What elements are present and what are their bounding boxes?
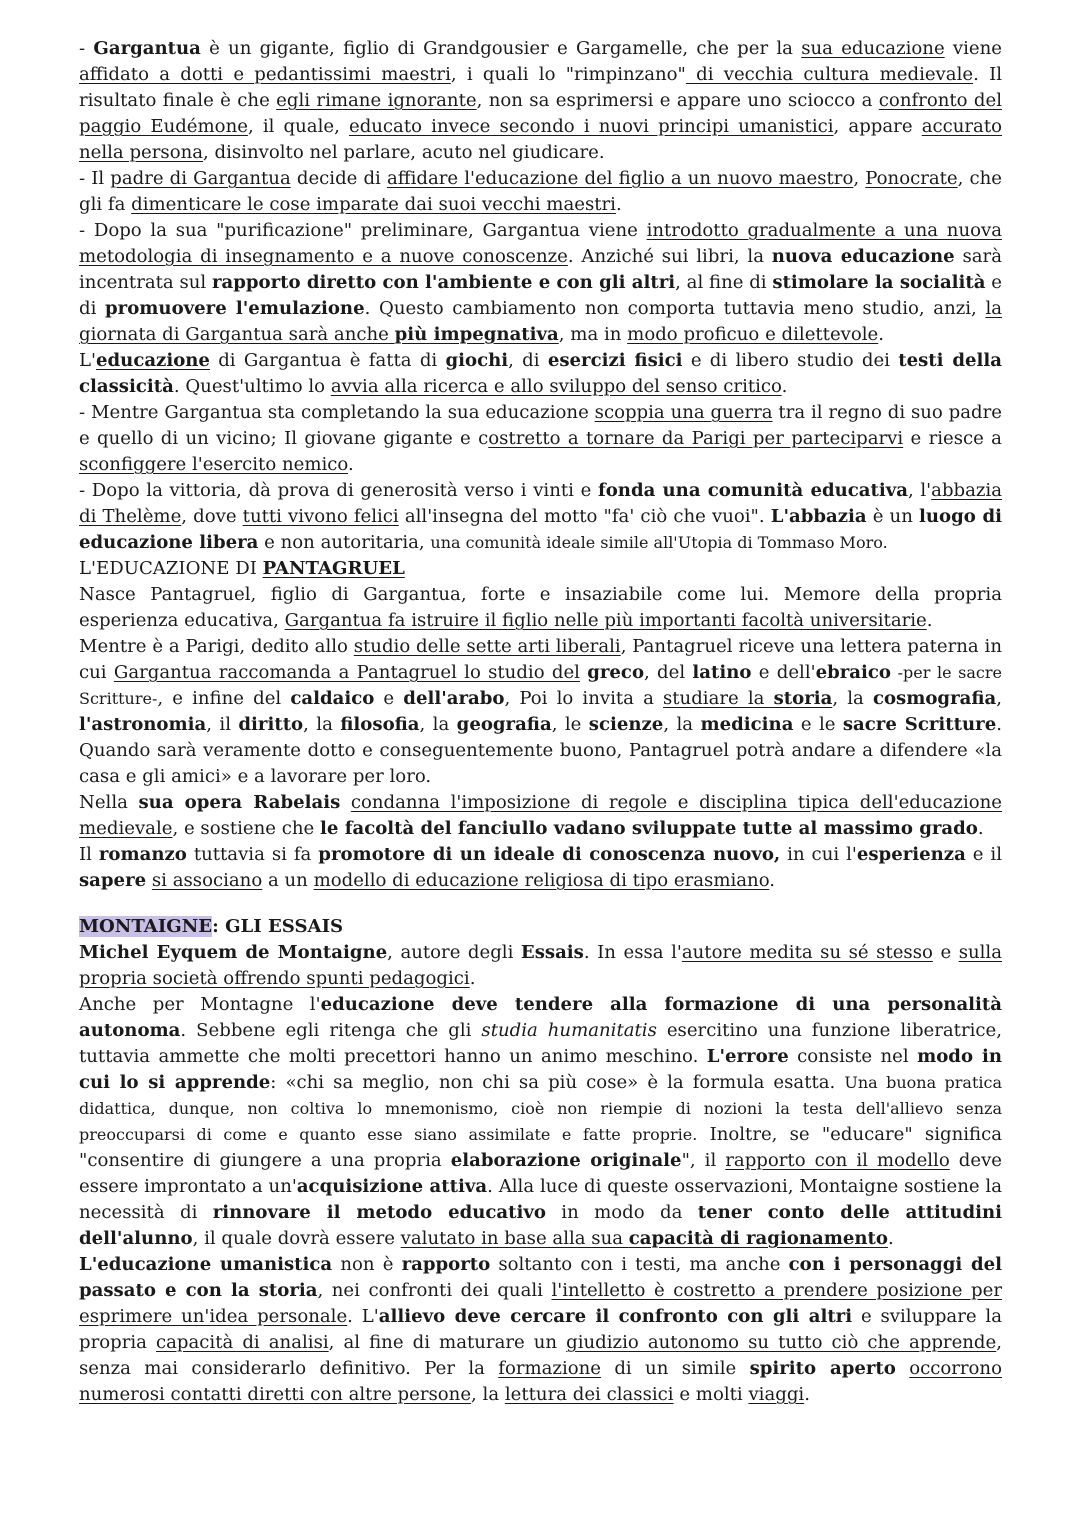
- text-run: - Dopo la vittoria, dà prova di generosità verso i vinti e: [79, 480, 598, 501]
- text-run: elaborazione originale: [450, 1150, 682, 1171]
- text-run: luogo di educazione libera: [79, 506, 1002, 553]
- text-run: è un gigante, figlio di Grandgousier e Gargamelle, che per la: [200, 38, 802, 59]
- text-run: studiare la: [663, 688, 774, 709]
- text-run: , che gli fa: [79, 168, 1002, 215]
- paragraph: [79, 36, 1002, 166]
- text-run: condanna l'imposizione di regole e disciplina tipica dell'educazione medievale: [79, 792, 1003, 839]
- text-run: di un simile: [601, 1358, 750, 1379]
- text-run: viaggi: [748, 1384, 805, 1405]
- text-run: .: [347, 454, 354, 475]
- text-run: . Quando sarà veramente dotto e conseguentemente buono, Pantagruel potrà andare a difendere «la casa e gli amici» e a lavorare per loro.: [79, 714, 1002, 787]
- text-run: rinnovare il metodo educativo: [212, 1202, 546, 1223]
- text-run: , Poi lo invita a: [504, 688, 663, 709]
- text-run: , e infine del: [157, 688, 291, 709]
- text-run: abbazia di Thelème: [79, 480, 1003, 527]
- text-run: è un: [866, 506, 919, 527]
- text-run: sua opera Rabelais: [138, 792, 341, 813]
- text-run: educato invece secondo i nuovi principi umanistici: [348, 116, 834, 137]
- text-run: medicina: [700, 714, 794, 735]
- text-run: Gargantua: [93, 38, 201, 59]
- text-run: romanzo: [98, 844, 187, 865]
- section-heading-pantagruel: [79, 556, 1002, 582]
- text-run: . In essa l': [583, 942, 682, 963]
- text-run: Essais: [520, 942, 584, 963]
- text-run: . Anziché sui libri, la: [567, 246, 772, 267]
- text-run: e il: [965, 844, 1002, 865]
- text-run: sua educazione: [801, 38, 945, 59]
- text-run: e dell': [751, 662, 816, 683]
- text-run: , Pantagruel riceve una lettera paterna in cui: [79, 636, 1002, 683]
- text-run: sapere: [79, 870, 147, 891]
- text-run: acquisizione attiva: [296, 1176, 488, 1197]
- text-run: Gargantua fa istruire il figlio nelle più importanti facoltà universitarie: [284, 610, 927, 631]
- text-run: fonda una comunità educativa: [597, 480, 908, 501]
- text-run: , appare: [833, 116, 922, 137]
- text-run: tuttavia si fa: [186, 844, 319, 865]
- text-run: L'educazione umanistica: [79, 1254, 333, 1275]
- text-run: accurato nella persona: [79, 116, 1002, 163]
- text-run: Gargantua raccomanda a Pantagruel lo studio del: [113, 662, 580, 683]
- text-run: avvia alla ricerca e allo sviluppo del senso critico: [330, 376, 782, 397]
- text-run: ,: [996, 688, 1002, 709]
- text-run: e di: [79, 272, 1002, 319]
- text-run: di Gargantua è fatta di: [209, 350, 446, 371]
- text-run: , ma in: [558, 324, 628, 345]
- paragraph: [79, 218, 1002, 348]
- paragraph: [79, 634, 1002, 790]
- text-run: esercitino una funzione liberatrice, tuttavia ammette che molti precettori hanno un animo meschino.: [79, 1020, 1002, 1067]
- text-run: promuovere l'emulazione: [105, 298, 365, 319]
- section-spacer: [79, 894, 1002, 914]
- text-run: le facoltà del fanciullo vadano sviluppate tutte al massimo grado: [320, 818, 978, 839]
- text-run: , nei confronti dei quali: [317, 1280, 552, 1301]
- text-run: . Questo cambiamento non comporta tuttavia meno studio, anzi,: [364, 298, 986, 319]
- text-run: .: [615, 194, 622, 215]
- text-run: Nella: [79, 792, 139, 813]
- text-run: capacità di ragionamento: [628, 1228, 888, 1249]
- text-run: sacre Scritture: [842, 714, 997, 735]
- text-run: deve essere improntato a un': [79, 1150, 1002, 1197]
- text-run: Nasce Pantagruel, figlio di Gargantua, forte e insaziabile come lui. Memore della propria esperienza educativa,: [79, 584, 1002, 631]
- text-run: , non sa esprimersi e appare uno sciocco a: [476, 90, 879, 111]
- text-run: , autore degli: [387, 942, 521, 963]
- text-run: tener conto delle attitudini dell'alunno: [79, 1202, 1003, 1249]
- text-run: . Quest'ultimo lo: [173, 376, 331, 397]
- text-run: , la: [832, 688, 873, 709]
- paragraph: [79, 842, 1002, 894]
- text-run: si associano: [151, 870, 263, 891]
- text-run: - Dopo la sua "purificazione" preliminare, Gargantua viene: [79, 220, 647, 241]
- text-run: decide di: [290, 168, 387, 189]
- text-run: sulla propria società offrendo spunti pedagogici: [79, 942, 1002, 989]
- text-run: giochi: [445, 350, 509, 371]
- paragraph: [79, 478, 1002, 556]
- text-run: sarà incentrata sul: [79, 246, 1002, 293]
- text-run: e di libero studio dei: [682, 350, 899, 371]
- text-run: e sviluppare la propria: [79, 1306, 1002, 1353]
- text-run: .: [926, 610, 933, 631]
- text-run: .: [977, 818, 984, 839]
- text-run: , al fine di: [675, 272, 773, 293]
- text-run: ,: [853, 168, 866, 189]
- text-run: e: [374, 688, 404, 709]
- text-run: , al fine di maturare un: [328, 1332, 567, 1353]
- text-run: : «chi sa meglio, non chi sa più cose» è la formula esatta.: [270, 1072, 845, 1093]
- text-run: , la: [471, 1384, 505, 1405]
- text-run: in modo da: [545, 1202, 698, 1223]
- text-run: in cui l': [780, 844, 857, 865]
- text-run: L'errore: [706, 1046, 789, 1067]
- text-run: introdotto gradualmente a una nuova metodologia di insegnamento e a nuove conoscenze: [79, 220, 1003, 267]
- text-run: affidato a dotti e pedantissimi maestri: [79, 64, 451, 85]
- text-run: [896, 1358, 909, 1379]
- text-run: studia humanitatis: [481, 1020, 657, 1041]
- text-run: l'intelletto è costretto a prendere posizione per esprimere un'idea personale: [79, 1280, 1002, 1327]
- text-run: dell'arabo: [403, 688, 505, 709]
- text-run: promotore di un ideale di conoscenza nuovo,: [318, 844, 781, 865]
- text-run: caldaico: [290, 688, 375, 709]
- text-run: consiste nel: [788, 1046, 918, 1067]
- text-run: e le: [793, 714, 843, 735]
- text-run: , dove: [181, 506, 243, 527]
- text-run: rapporto: [401, 1254, 491, 1275]
- text-run: .: [769, 870, 776, 891]
- text-run: diritto: [238, 714, 304, 735]
- text-run: cosmografia: [872, 688, 997, 709]
- text-run: Ponocrate: [865, 168, 958, 189]
- text-run: geografia: [456, 714, 552, 735]
- text-run: . L': [347, 1306, 379, 1327]
- text-run: e non autoritaria,: [258, 532, 431, 553]
- text-run: viene: [944, 38, 1002, 59]
- text-run: educazione deve tendere alla formazione di una personalità autonoma: [79, 994, 1003, 1041]
- text-run: latino: [692, 662, 752, 683]
- text-run: autore medita su sé stesso: [681, 942, 933, 963]
- text-run: -per le sacre Scritture-: [79, 663, 1002, 708]
- text-run: soltanto con i testi, ma anche: [490, 1254, 789, 1275]
- text-run: .: [781, 376, 788, 397]
- text-run: PANTAGRUEL: [262, 558, 405, 579]
- text-run: . Il risultato finale è che: [79, 64, 1003, 111]
- text-run: più impegnativa: [394, 324, 559, 345]
- text-run: una comunità ideale simile all'Utopia di Tommaso Moro.: [430, 533, 888, 552]
- text-run: .: [469, 968, 476, 989]
- text-run: confronto del paggio Eudémone: [79, 90, 1003, 137]
- text-run: esercizi fisici: [547, 350, 683, 371]
- text-run: l'astronomia: [79, 714, 207, 735]
- text-run: a un: [262, 870, 314, 891]
- paragraph: [79, 400, 1002, 478]
- text-run: di vecchia cultura medievale: [685, 64, 974, 85]
- text-run: e molti: [673, 1384, 749, 1405]
- text-run: dimenticare le cose imparate dai suoi vecchi maestri: [131, 194, 616, 215]
- text-run: occorrono numerosi contatti diretti con altre persone: [79, 1358, 1002, 1405]
- text-run: .: [887, 1228, 894, 1249]
- text-run: sconfiggere l'esercito nemico: [79, 454, 348, 475]
- text-run: .: [878, 324, 885, 345]
- text-run: spirito aperto: [749, 1358, 896, 1379]
- text-run: rapporto diretto con l'ambiente e con gli altri: [211, 272, 676, 293]
- text-run: capacità di analisi: [156, 1332, 329, 1353]
- text-run: storia: [773, 688, 833, 709]
- text-run: rapporto con il modello: [725, 1150, 950, 1171]
- text-run: L'abbazia: [770, 506, 867, 527]
- text-run: nuova educazione: [771, 246, 955, 267]
- text-run: , il: [206, 714, 239, 735]
- text-run: giudizio autonomo su tutto ciò che apprende: [566, 1332, 997, 1353]
- paragraph: [79, 582, 1002, 634]
- paragraph: [79, 992, 1002, 1252]
- text-run: , il quale dovrà essere: [192, 1228, 401, 1249]
- text-run: , il quale,: [247, 116, 349, 137]
- paragraph: [79, 166, 1002, 218]
- text-run: : GLI ESSAIS: [212, 916, 344, 937]
- text-run: con i personaggi del passato e con la storia: [79, 1254, 1002, 1301]
- text-run: formazione: [498, 1358, 602, 1379]
- text-run: , senza mai considerarlo definitivo. Per la: [79, 1332, 1002, 1379]
- text-run: . Sebbene egli ritenga che gli: [180, 1020, 482, 1041]
- text-run: L': [79, 350, 96, 371]
- text-run: Il: [79, 844, 99, 865]
- text-run: Una buona pratica didattica, dunque, non coltiva lo mnemonismo, cioè non riempie di nozioni la testa dell'allievo senza preoccuparsi di come e quanto esse siano assimilate e fatte proprie.: [79, 1073, 1002, 1144]
- text-run: valutato in base alla sua: [400, 1228, 629, 1249]
- text-run: filosofia: [340, 714, 420, 735]
- paragraph: [79, 348, 1002, 400]
- text-run: testi della classicità: [79, 350, 1002, 397]
- paragraph: [79, 1252, 1002, 1408]
- text-run: ostretto a tornare da Parigi per parteciparvi: [488, 428, 904, 449]
- text-run: , i quali lo "rimpinzano": [450, 64, 686, 85]
- text-run: la giornata di Gargantua sarà anche: [79, 298, 1003, 345]
- text-run: , la: [419, 714, 457, 735]
- text-run: tra il regno di suo padre e quello di un vicino; Il giovane gigante e c: [79, 402, 1002, 449]
- text-run: ", il: [681, 1150, 726, 1171]
- text-run: modo proficuo e dilettevole: [627, 324, 879, 345]
- text-run: studio delle sette arti liberali: [353, 636, 621, 657]
- text-run: -: [79, 38, 94, 59]
- text-run: lettura dei classici: [504, 1384, 674, 1405]
- text-run: modo in cui lo si apprende: [79, 1046, 1003, 1093]
- text-run: - Mentre Gargantua sta completando la sua educazione: [79, 402, 595, 423]
- text-run: scoppia una guerra: [594, 402, 773, 423]
- text-run: egli rimane ignorante: [276, 90, 477, 111]
- text-run: e riesce a: [903, 428, 1002, 449]
- text-run: . Alla luce di queste osservazioni, Montaigne sostiene la necessità di: [79, 1176, 1002, 1223]
- text-run: Anche per Montagne l': [79, 994, 321, 1015]
- text-run: non è: [332, 1254, 402, 1275]
- text-run: Mentre è a Parigi, dedito allo: [79, 636, 354, 657]
- text-run: greco: [587, 662, 645, 683]
- text-run: Inoltre, se "educare" significa "consentire di giungere a una propria: [79, 1124, 1002, 1171]
- section-heading-montaigne: [79, 914, 1002, 940]
- text-run: allievo deve cercare il confronto con gli altri: [378, 1306, 853, 1327]
- text-run: .: [804, 1384, 810, 1405]
- text-run: , le: [551, 714, 589, 735]
- text-run: , e sostiene che: [172, 818, 321, 839]
- text-run: all'insegna del motto "fa' ciò che vuoi".: [398, 506, 771, 527]
- text-run: stimolare la socialità: [772, 272, 986, 293]
- text-run: - Il: [79, 168, 111, 189]
- text-run: , di: [508, 350, 548, 371]
- text-run: , l': [907, 480, 932, 501]
- text-run: esperienza: [856, 844, 966, 865]
- text-run: MONTAIGNE: [79, 916, 213, 937]
- text-run: Michel Eyquem de Montaigne: [79, 942, 388, 963]
- text-run: padre di Gargantua: [110, 168, 291, 189]
- paragraph: [79, 940, 1002, 992]
- text-run: , disinvolto nel parlare, acuto nel giudicare.: [203, 142, 605, 163]
- text-run: , del: [644, 662, 693, 683]
- text-run: [340, 792, 351, 813]
- text-run: e: [932, 942, 959, 963]
- text-run: L'EDUCAZIONE DI: [79, 558, 263, 579]
- text-run: affidare l'educazione del figlio a un nuovo maestro: [386, 168, 854, 189]
- paragraph: [79, 790, 1002, 842]
- text-run: scienze: [588, 714, 664, 735]
- text-run: educazione: [96, 350, 210, 371]
- text-run: , la: [303, 714, 341, 735]
- text-run: , la: [663, 714, 701, 735]
- text-run: modello di educazione religiosa di tipo erasmiano: [313, 870, 770, 891]
- text-run: ebraico: [815, 662, 891, 683]
- text-run: tutti vivono felici: [242, 506, 399, 527]
